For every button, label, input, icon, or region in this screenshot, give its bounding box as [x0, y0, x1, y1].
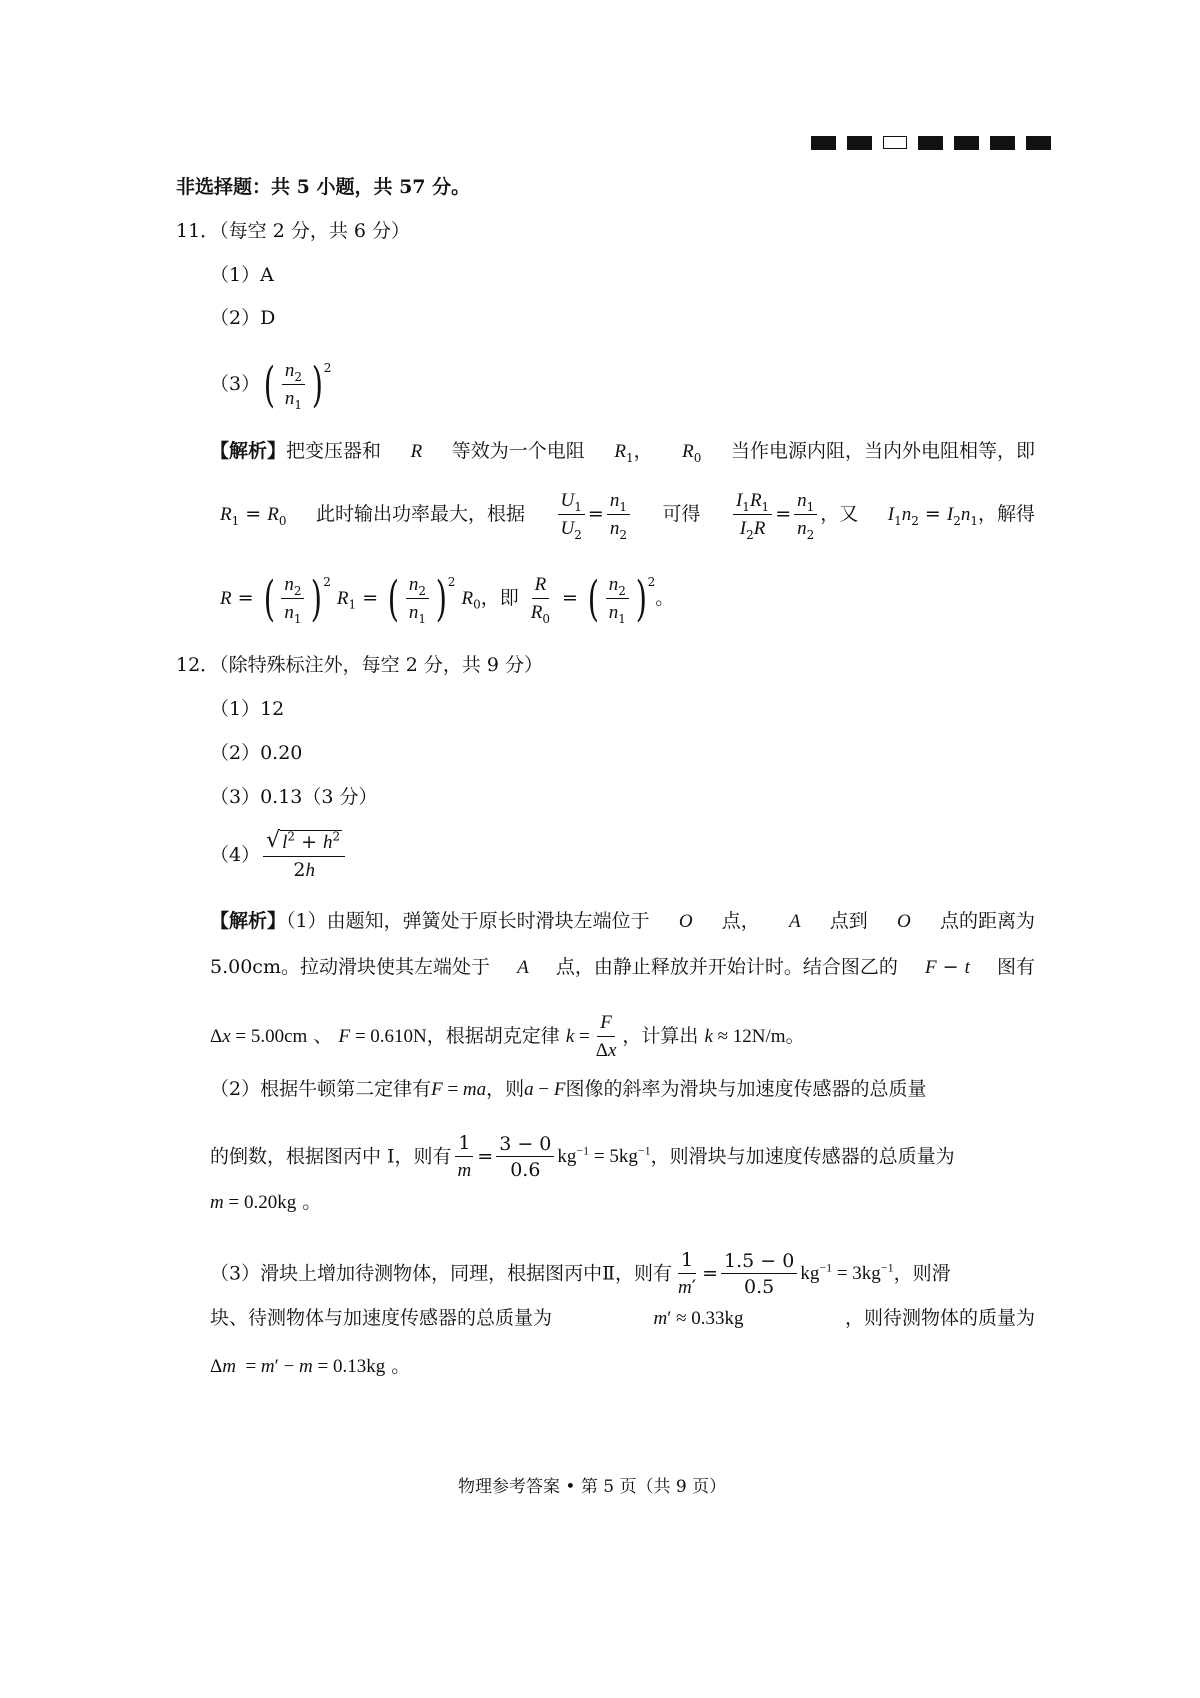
q12-explanation-p1-line2: 5.00cm。拉动滑块使其左端处于 A 点，由静止释放并开始计时。结合图乙的 F − t 图有: [210, 956, 1035, 978]
filled-mark: [1026, 136, 1051, 150]
q12-answer-1: （1）12: [210, 698, 285, 720]
page-footer: 物理参考答案 • 第 5 页（共 9 页）: [458, 1477, 727, 1497]
q11-explanation-line3: R = ( $\frac{n_2}{n_1}$ ) 2 $R_1$ = ( $\frac{n_2}{n_1}$ ) 2 $R_0$，即 $\frac{R}{R_0}$ = ( $\frac{n_2}{n_1}$ ) 2 。: [220, 570, 675, 627]
q12-title: 12．（除特殊标注外，每空 2 分，共 9 分）: [176, 654, 544, 676]
q11-explanation-line2: $R_1 = R_0$ 此时输出功率最大，根据 $\frac{U_1}{U_2}$ = $\frac{n_1}{n_2}$ 可得 $\frac{I_1R_1}{I_2R}$ = $\frac{n_1}{n_2}$ ，又 $I_1n_2 = I_2n_1$，解得: [220, 490, 1035, 542]
filled-mark: [918, 136, 943, 150]
q12-answer-4: （4） √ $l^2 + h^2$ 2h: [210, 830, 348, 882]
filled-mark: [954, 136, 979, 150]
q12-answer-3: （3）0.13（3 分）: [210, 786, 378, 808]
q11-explanation-line1: 【解析】把变压器和 R 等效为一个电阻 $R_1$， $R_0$ 当作电源内阻，当内外电阻相等，即: [210, 440, 1035, 465]
empty-mark: [883, 136, 907, 149]
q11-answer-3: （3） ( $\frac{n_2}{n_1}$ ) 2: [210, 356, 332, 413]
explanation-label: 【解析】: [210, 440, 287, 462]
q11-answer-1: （1）A: [210, 264, 274, 286]
q12-answer-2: （2）0.20: [210, 742, 303, 764]
q12-explanation-p1-line1: 【解析】（1）由题知，弹簧处于原长时滑块左端位于 O 点， A 点到 O 点的距离为: [210, 910, 1035, 932]
q12-explanation-p2-line2: 的倒数，根据图丙中 I，则有 $\frac{1}{m}$ = $\frac{3 - 0}{0.6}$ $kg^{-1} = 5kg^{-1}$，则滑块与加速度传感器的总质量为: [210, 1132, 955, 1182]
q11-answer-2: （2）D: [210, 307, 276, 329]
q12-explanation-p1-line3: Δx = 5.00cm 、 F = 0.610N，根据胡克定律 k = $\frac{F}{\Delta x}$ ，计算出 k ≈ 12N/m。: [210, 1012, 805, 1061]
section-title: 非选择题：共 5 小题，共 57 分。: [176, 176, 471, 198]
filled-mark: [990, 136, 1015, 150]
header-marks: [811, 136, 1051, 150]
q12-explanation-p2-line3: m = 0.20kg 。: [210, 1191, 322, 1213]
filled-mark: [847, 136, 872, 150]
q11-title: 11．（每空 2 分，共 6 分）: [176, 220, 411, 242]
q12-explanation-p2-line1: （2）根据牛顿第二定律有F = ma，则a − F图像的斜率为滑块与加速度传感器的总质量: [210, 1078, 927, 1100]
filled-mark: [811, 136, 836, 150]
q12-explanation-p3-line2: 块、待测物体与加速度传感器的总质量为 m′ ≈ 0.33kg ，则待测物体的质量为: [210, 1307, 1035, 1329]
q12-explanation-p3-line3: Δm = m′ − m = 0.13kg 。: [210, 1355, 411, 1377]
explanation-label: 【解析】: [210, 910, 287, 932]
q12-explanation-p3-line1: （3）滑块上增加待测物体，同理，根据图丙中Ⅱ，则有 $\frac{1}{m'}$ = $\frac{1.5 - 0}{0.5}$ $kg^{-1} = 3kg^{-1}$，则滑: [210, 1249, 951, 1299]
